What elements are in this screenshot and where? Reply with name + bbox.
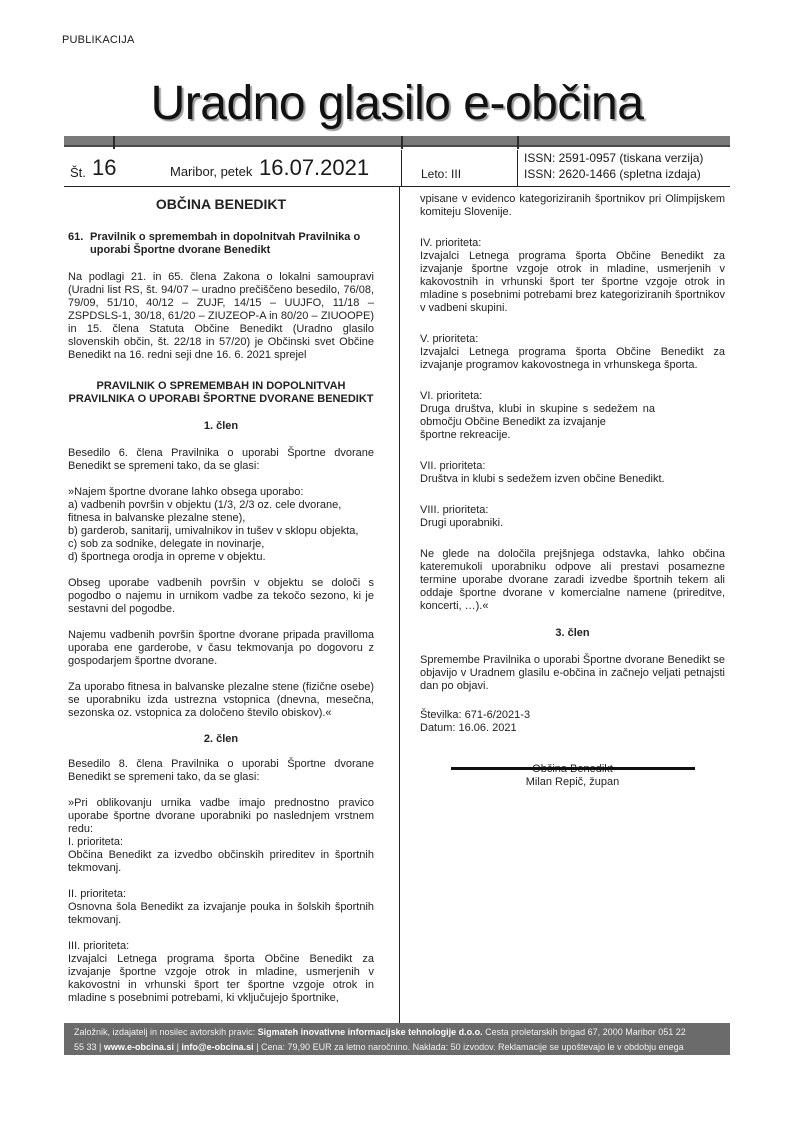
article-3-heading: 3. člen — [555, 627, 590, 639]
priority-8 — [420, 504, 725, 530]
document-title: PRAVILNIK O SPREMEMBAH IN DOPOLNITVAH PRAVILNIKA O UPORABI ŠPORTNE DVORANE BENEDIKT — [68, 380, 374, 405]
article-2-closing: Ne glede na določila prejšnjega odstavka, lahko občina kateremukoli uporabniku odpove ali prestavi posamezne termine uporabe dvorane zaradi izvedbe športnih tekem ali oddaje športne dvorane v komercialne namene (prireditve, koncerti, …).« — [420, 548, 725, 612]
article-2-heading: 2. člen — [203, 733, 239, 745]
issue-date: 16.07.2021 — [259, 155, 370, 180]
footer-publisher-label: Založnik, izdajatelj in nosilec avtorskih pravic: — [74, 1027, 258, 1037]
header-divider — [517, 150, 518, 186]
issue-place-day: Maribor, petek — [170, 164, 253, 179]
issn-online: ISSN: 2620-1466 (spletna izdaja) — [524, 167, 701, 181]
priority-text: Izvajalci Letnega programa športa Občine Benedikt za izvajanje športne vzgoje otrok in mladine, usmerjenih v kakovostni in vrhunski šport ter športne vzgoje otrok in mladine s posebnimi potrebami, ki vključujejo športnike, — [68, 953, 374, 1004]
municipality-heading: OBČINA BENEDIKT — [155, 196, 287, 212]
right-column — [420, 193, 725, 789]
priority-5 — [420, 333, 725, 372]
header-bottom-rule — [64, 186, 730, 187]
priority-3 — [68, 940, 374, 1005]
footer-company: Sigmateh inovativne informacijske tehnologije d.o.o. — [257, 1027, 483, 1037]
article-2-paragraph: »Pri oblikovanju urnika vadbe imajo prednostno pravico uporabe športne dvorane uporabniki po naslednjem vrstnem redu: — [68, 797, 374, 835]
regulation-title-text: Pravilnik o spremembah in dopolnitvah Pravilnika o uporabi Športne dvorane Benedikt — [90, 231, 361, 256]
priority-7 — [420, 460, 725, 486]
priority-label: II. prioriteta: — [68, 888, 127, 900]
priority-text: Izvajalci Letnega programa športa Občine Benedikt za izvajanje športne vzgoje otrok in mladine, usmerjenih v kakovostnih in vrhunski šport ter športne vzgoje otrok in mladine s posebnimi potrebami brez kategoriziranih športnikov v vadbeni skupini. — [420, 250, 725, 314]
issue-number-label: Št. — [70, 165, 86, 180]
footer-website[interactable]: www.e-obcina.si — [103, 1042, 175, 1052]
masthead-title: Uradno glasilo e-občina — [150, 77, 644, 130]
priority-4 — [420, 237, 725, 315]
priority-label: VI. prioriteta: — [420, 390, 483, 402]
priority-1 — [68, 836, 374, 875]
header-divider — [401, 150, 402, 186]
issue-row — [64, 150, 730, 186]
publication-label: PUBLIKACIJA — [62, 34, 135, 46]
list-item: b) garderob, sanitarij, umivalnikov in tušev v sklopu objekta, — [68, 525, 359, 537]
masthead-rule — [64, 136, 730, 147]
priority-6 — [420, 390, 725, 442]
priority-3-continued: vpisane v evidenco kategoriziranih športnikov pri Olimpijskem komiteju Slovenije. — [420, 193, 725, 218]
list-item: »Najem športne dvorane lahko obsega uporabo: — [68, 486, 304, 498]
article-1-heading: 1. člen — [203, 420, 239, 432]
footer-pricing: | Cena: 79,90 EUR za letno naročnino. Naklada: 50 izvodov. Reklamacije se upoštevajo le v obdobju enega — [253, 1042, 684, 1052]
priority-2 — [68, 888, 374, 927]
article-3-paragraph: Spremembe Pravilnika o uporabi Športne dvorane Benedikt se objavijo v Uradnem glasilu e-občina in začnejo veljati petnajsti dan po objavi. — [420, 654, 725, 692]
priority-label: VIII. prioriteta: — [420, 504, 489, 516]
priority-text: Osnovna šola Benedikt za izvajanje pouka in šolskih športnih tekmovanj. — [68, 901, 374, 926]
regulation-number: 61. — [68, 231, 84, 243]
priority-text: Druga društva, klubi in skupine s sedežem na območju Občine Benedikt za izvajanje — [420, 403, 655, 428]
reference-number: Številka: 671-6/2021-3 — [420, 709, 531, 721]
footer-address: Cesta proletarskih brigad 67, 2000 Maribor 051 22 — [482, 1027, 686, 1037]
priority-text: Izvajalci Letnega programa športa Občine Benedikt za izvajanje programov kakovostnega in vrhunskega športa. — [420, 346, 725, 371]
footer-line-2 — [74, 1040, 720, 1055]
rule-tick — [401, 136, 403, 149]
article-1-intro: Besedilo 6. člena Pravilnika o uporabi Športne dvorane Benedikt se spremeni tako, da se glasi: — [68, 447, 374, 472]
issue-year: Leto: III — [421, 167, 462, 181]
priority-text: Občina Benedikt za izvedbo občinskih prireditev in športnih tekmovanj. — [68, 849, 374, 874]
priority-label: IV. prioriteta: — [420, 237, 482, 249]
column-divider — [399, 186, 400, 1023]
priority-label: V. prioriteta: — [420, 333, 479, 345]
priority-text: Društva in klubi s sedežem izven občine Benedikt. — [420, 473, 665, 485]
footer-phone-end: 55 33 | — [74, 1042, 104, 1052]
regulation-title — [68, 231, 374, 257]
article-1-paragraph: Obseg uporabe vadbenih površin v objektu se določi s pogodbo o najemu in urnikom vadbe za tekočo sezono, ki je sestavni del pogodbe. — [68, 577, 374, 615]
issn-print: ISSN: 2591-0957 (tiskana verzija) — [524, 151, 704, 165]
rule-tick — [113, 136, 115, 149]
list-item: c) sob za sodnike, delegate in novinarje, — [68, 538, 265, 550]
priority-label: III. prioriteta: — [68, 940, 130, 952]
left-column — [68, 196, 374, 1018]
publisher-footer — [64, 1023, 730, 1055]
footer-line-1 — [74, 1025, 720, 1040]
footer-separator: | — [174, 1042, 182, 1052]
priority-text: športne rekreacije. — [420, 429, 511, 441]
document-reference — [420, 709, 725, 735]
article-1-list — [68, 486, 374, 564]
end-rule — [451, 767, 695, 770]
preamble: Na podlagi 21. in 65. člena Zakona o lokalni samoupravi (Uradni list RS, št. 94/07 – uradno prečiščeno besedilo, 76/08, 79/09, 51/10, 40/12 – ZUJF, 14/15 – UUJFO, 11/18 – ZSPDSLS-1, 30/18, 61/20 – ZIUZEOP-A in 80/20 – ZIUOOPE) in 15. člena Statuta Občine Benedikt (Uradno glasilo slovenskih občin, št. 22/18 in 57/20) je Občinski svet Občine Benedikt na 16. redni seji dne 16. 6. 2021 sprejel — [68, 271, 374, 361]
article-2-intro: Besedilo 8. člena Pravilnika o uporabi Športne dvorane Benedikt se spremeni tako, da se glasi: — [68, 758, 374, 783]
article-1-paragraph: Najemu vadbenih površin športne dvorane pripada pravilloma uporaba ene garderobe, v času tekmovanja po dogovoru z gospodarjem športne dvorane. — [68, 629, 374, 667]
list-item: a) vadbenih površin v objektu (1/3, 2/3 oz. cele dvorane, fitnesa in balvanske plezalne stene), — [68, 499, 342, 524]
footer-email[interactable]: info@e-obcina.si — [181, 1042, 254, 1052]
article-1-paragraph: Za uporabo fitnesa in balvanske plezalne stene (fizične osebe) se uporabniku izda ustrezna vstopnica (dnevna, mesečna, sezonska oz. vstopnica za določeno število obiskov).« — [68, 681, 374, 719]
rule-tick — [517, 136, 519, 149]
priority-text: Drugi uporabniki. — [420, 517, 504, 529]
priority-label: VII. prioriteta: — [420, 460, 486, 472]
list-item: d) športnega orodja in opreme v objektu. — [68, 551, 266, 563]
issue-number: 16 — [92, 155, 117, 180]
priority-label: I. prioriteta: — [68, 836, 124, 848]
signature-name: Milan Repič, župan — [525, 776, 620, 788]
reference-date: Datum: 16.06. 2021 — [420, 722, 517, 734]
